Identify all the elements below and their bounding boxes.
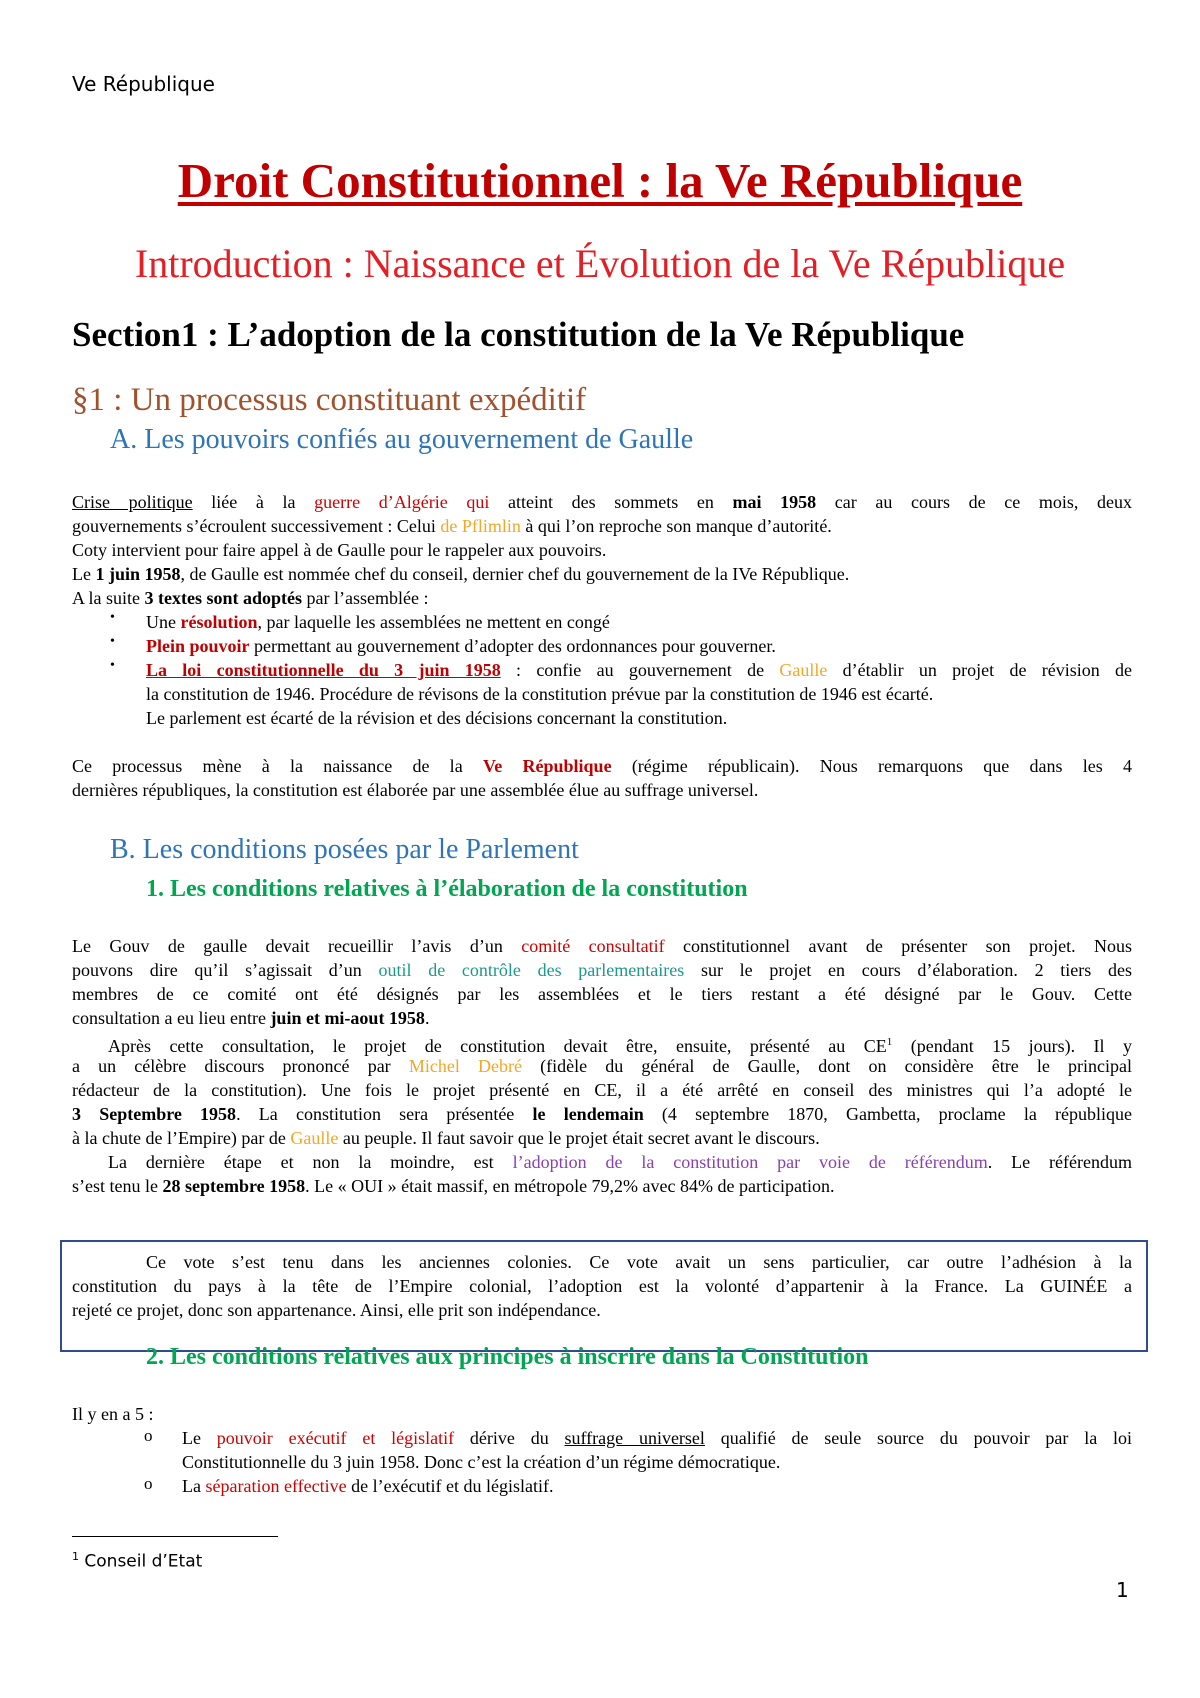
circle-bullet-icon: o	[144, 1474, 153, 1493]
bullet-icon: •	[110, 610, 115, 625]
text-line: Ce vote s’est tenu dans les anciennes colonies. Ce vote avait un sens particulier, car outre l’adhésion à la	[146, 1252, 1132, 1272]
paragraph-heading: §1 : Un processus constituant expéditif	[72, 382, 587, 418]
document-title: Droit Constitutionnel : la Ve République	[177, 153, 1023, 208]
text-line: consultation a eu lieu entre juin et mi-aout 1958.	[72, 1008, 430, 1028]
text-line: s’est tenu le 28 septembre 1958. Le « OUI » était massif, en métropole 79,2% avec 84% de participation.	[72, 1176, 835, 1196]
text-line: Crise politique liée à la guerre d’Algérie qui atteint des sommets en mai 1958 car au cours de ce mois, deux	[72, 492, 1133, 512]
introduction-heading: Introduction : Naissance et Évolution de la Ve République	[134, 241, 1066, 286]
text-line: Après cette consultation, le projet de constitution devait être, ensuite, présenté au $CE^1$ (pendant 15 jours). Il y	[108, 1036, 1132, 1056]
subheading-2: 2. Les conditions relatives aux principes à inscrire dans la Constitution	[146, 1344, 869, 1370]
subheading-1: 1. Les conditions relatives à l’élaboration de la constitution	[146, 876, 748, 902]
text-line: la constitution de 1946. Procédure de révisons de la constitution prévue par la constitution de 1946 est écarté.	[146, 684, 934, 704]
footnote-separator	[72, 1536, 278, 1537]
text-line: à la chute de l’Empire) par de Gaulle au peuple. Il faut savoir que le projet était secret avant le discours.	[72, 1128, 820, 1148]
text-line: Le Gouv de gaulle devait recueillir l’avis d’un comité consultatif constitutionnel avant de présenter son projet. Nous	[72, 936, 1132, 956]
text-line: Coty intervient pour faire appel à de Gaulle pour le rappeler aux pouvoirs.	[72, 540, 607, 560]
page-number: 1	[1116, 1578, 1129, 1602]
text-line: constitution du pays à la tête de l’Empire colonial, l’adoption est la volonté d’appartenir à la France. La GUINÉE a	[72, 1276, 1132, 1296]
list-item: Plein pouvoir permettant au gouvernement d’adopter des ordonnances pour gouverner.	[146, 636, 776, 656]
list-item: La séparation effective de l’exécutif et du législatif.	[182, 1476, 554, 1496]
text-line: gouvernements s’écroulent successivement : Celui de Pflimlin à qui l’on reproche son manque d’autorité.	[72, 516, 832, 536]
subheading-b: B. Les conditions posées par le Parlement	[110, 834, 579, 865]
bullet-icon: •	[110, 634, 115, 649]
text-line: Le parlement est écarté de la révision et des décisions concernant la constitution.	[146, 708, 728, 728]
text-line: 3 Septembre 1958. La constitution sera présentée le lendemain (4 septembre 1870, Gambetta, proclame la république	[72, 1104, 1132, 1124]
bullet-icon: •	[110, 658, 115, 673]
text-line: dernières républiques, la constitution est élaborée par une assemblée élue au suffrage universel.	[72, 780, 759, 800]
running-header: Ve République	[72, 72, 215, 96]
subheading-a: A. Les pouvoirs confiés au gouvernement de Gaulle	[110, 424, 694, 455]
text-line: rejeté ce projet, donc son appartenance. Ainsi, elle prit son indépendance.	[72, 1300, 601, 1320]
text-line: a un célèbre discours prononcé par Michel Debré (fidèle du général de Gaulle, dont on considère être le principal	[72, 1056, 1132, 1076]
circle-bullet-icon: o	[144, 1426, 153, 1445]
text-line: Le 1 juin 1958, de Gaulle est nommée chef du conseil, dernier chef du gouvernement de la IVe République.	[72, 564, 850, 584]
text-line: Constitutionnelle du 3 juin 1958. Donc c’est la création d’un régime démocratique.	[182, 1452, 781, 1472]
text-line: Ce processus mène à la naissance de la Ve République (régime républicain). Nous remarquons que dans les 4	[72, 756, 1132, 776]
text-line: A la suite 3 textes sont adoptés par l’assemblée :	[72, 588, 429, 608]
text-line: pouvons dire qu’il s’agissait d’un outil de contrôle des parlementaires sur le projet en cours d’élaboration. 2 tiers des	[72, 960, 1132, 980]
text-line: membres de ce comité ont été désignés par les assemblées et le tiers restant a été désigné par le Gouv. Cette	[72, 984, 1132, 1004]
section-heading: Section1 : L’adoption de la constitution de la Ve République	[72, 315, 965, 354]
footnote: $^1$ Conseil d’Etat	[72, 1550, 203, 1572]
list-item: La loi constitutionnelle du 3 juin 1958 : confie au gouvernement de Gaulle d’établir un projet de révision de	[146, 660, 1132, 680]
list-item: Le pouvoir exécutif et législatif dérive du suffrage universel qualifié de seule source du pouvoir par la loi	[182, 1428, 1132, 1448]
list-item: Une résolution, par laquelle les assemblées ne mettent en congé	[146, 612, 610, 632]
text-line: rédacteur de la constitution). Une fois le projet présenté en CE, il a été arrêté en conseil des ministres qui l’a adopté le	[72, 1080, 1132, 1100]
text-line: La dernière étape et non la moindre, est l’adoption de la constitution par voie de référendum. Le référendum	[108, 1152, 1133, 1172]
text-line: Il y en a 5 :	[72, 1404, 154, 1424]
